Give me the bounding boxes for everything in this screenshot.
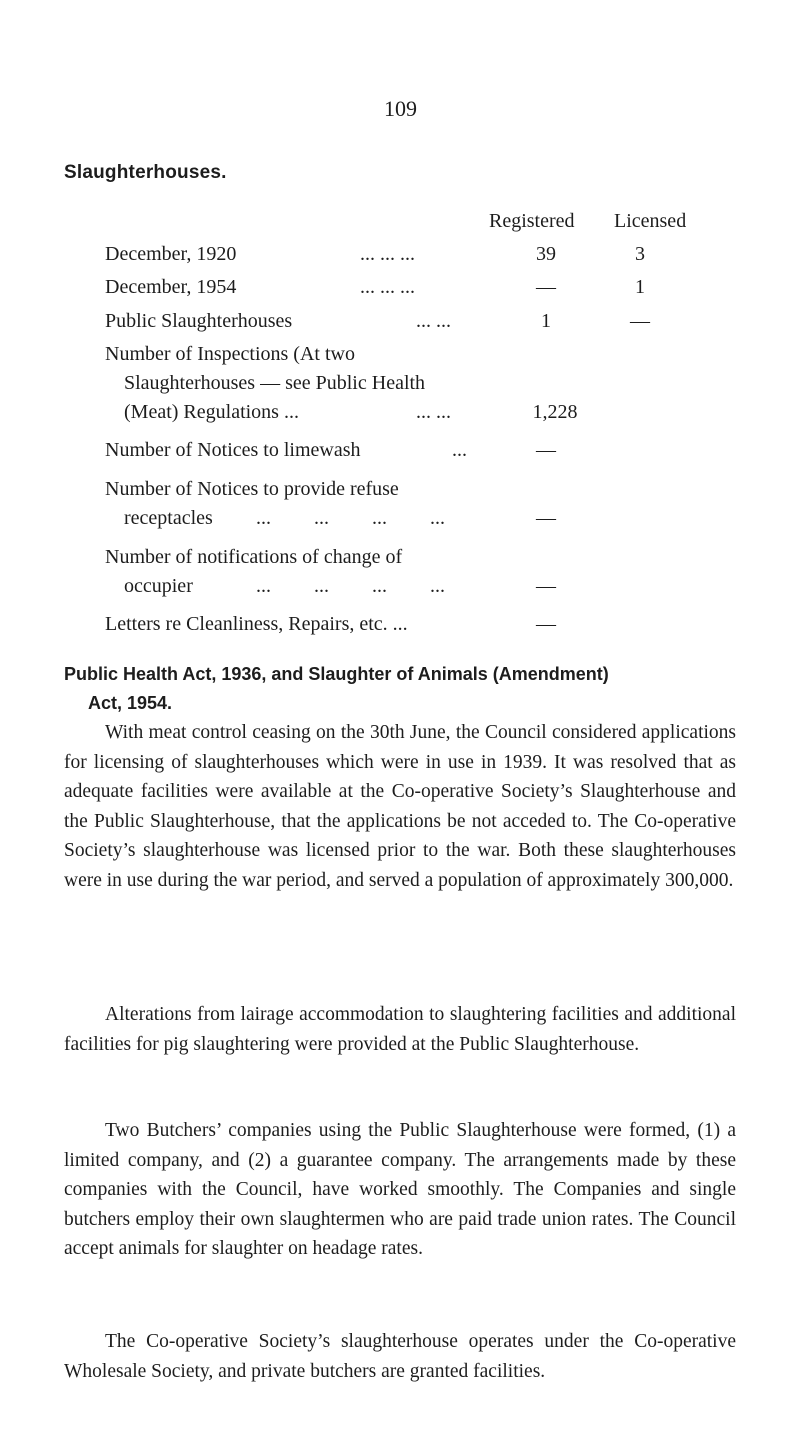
- body-paragraph: With meat control ceasing on the 30th June, the Council considered applications for licensing of slaughterhouses which were in use in 1939. It was resolved that as adequate facilities were available at the Co-operative Society’s Slaughterhouse and the Public Slaughterhouse, that the applications be not acceded to. The Co-operative Society’s slaughterhouse was licensed prior to the war. Both these slaughterhouses were in use during the war period, and served a population of approximately 300,000.: [64, 722, 736, 891]
- row-label: Letters re Cleanliness, Repairs, etc. ...: [105, 613, 408, 635]
- column-header-registered: Registered: [489, 210, 575, 232]
- leader-dots: ... ... ...: [360, 243, 415, 265]
- table-row: [0, 478, 801, 538]
- row-label-line: Number of Inspections (At two: [105, 343, 355, 365]
- section-heading: Slaughterhouses.: [64, 162, 227, 183]
- table-row: [0, 546, 801, 606]
- licensed-value: —: [630, 310, 650, 332]
- registered-value: —: [536, 439, 556, 461]
- licensed-value: 1: [635, 276, 645, 298]
- registered-value: —: [536, 613, 556, 635]
- subheading-line-2: Act, 1954.: [88, 693, 173, 713]
- leader-dots: ... ...: [416, 401, 451, 423]
- row-label-line: Number of Notices to provide refuse: [105, 478, 399, 500]
- registered-value: 39: [536, 243, 556, 265]
- leader-dots: ... ...: [416, 310, 451, 332]
- registered-value: —: [536, 276, 556, 298]
- act-subheading: [64, 660, 736, 718]
- registered-value: 1: [541, 310, 551, 332]
- registered-value: —: [536, 507, 556, 529]
- registered-value: —: [536, 575, 556, 597]
- row-label: December, 1920: [105, 243, 237, 265]
- leader-dots: ...: [452, 439, 467, 461]
- table-row: [0, 343, 801, 433]
- subheading-line-1: Public Health Act, 1936, and Slaughter of Animals (Amendment): [64, 664, 609, 684]
- leader-dots: ... ... ...: [360, 276, 415, 298]
- row-label-line: Number of notifications of change of: [105, 546, 403, 568]
- body-paragraph: Alterations from lairage accommodation to slaughtering facilities and additional facilities for pig slaughtering were provided at the Public Slaughterhouse.: [64, 1004, 736, 1055]
- leader-dots: ... ... ... ...: [256, 507, 445, 529]
- row-label: December, 1954: [105, 276, 237, 298]
- licensed-value: 3: [635, 243, 645, 265]
- row-label: Number of Notices to limewash: [105, 439, 361, 461]
- leader-dots: ... ... ... ...: [256, 575, 445, 597]
- row-label-line: occupier: [124, 575, 193, 597]
- page-number: 109: [384, 96, 417, 121]
- row-label-line: Slaughterhouses — see Public Health: [124, 372, 426, 394]
- body-paragraph: The Co-operative Society’s slaughterhouse operates under the Co-operative Wholesale Society, and private butchers are granted facilities.: [64, 1331, 736, 1382]
- column-header-licensed: Licensed: [614, 210, 687, 232]
- row-label-line: receptacles: [124, 507, 213, 529]
- body-paragraph: Two Butchers’ companies using the Public Slaughterhouse were formed, (1) a limited company, and (2) a guarantee company. The arrangements made by these companies with the Council, have worked smoothly. The Companies and single butchers employ their own slaughtermen who are paid trade union rates. The Council accept animals for slaughter on headage rates.: [64, 1120, 736, 1260]
- row-label-line: (Meat) Regulations ...: [124, 401, 299, 423]
- row-label: Public Slaughterhouses: [105, 310, 293, 332]
- registered-value: 1,228: [532, 401, 578, 423]
